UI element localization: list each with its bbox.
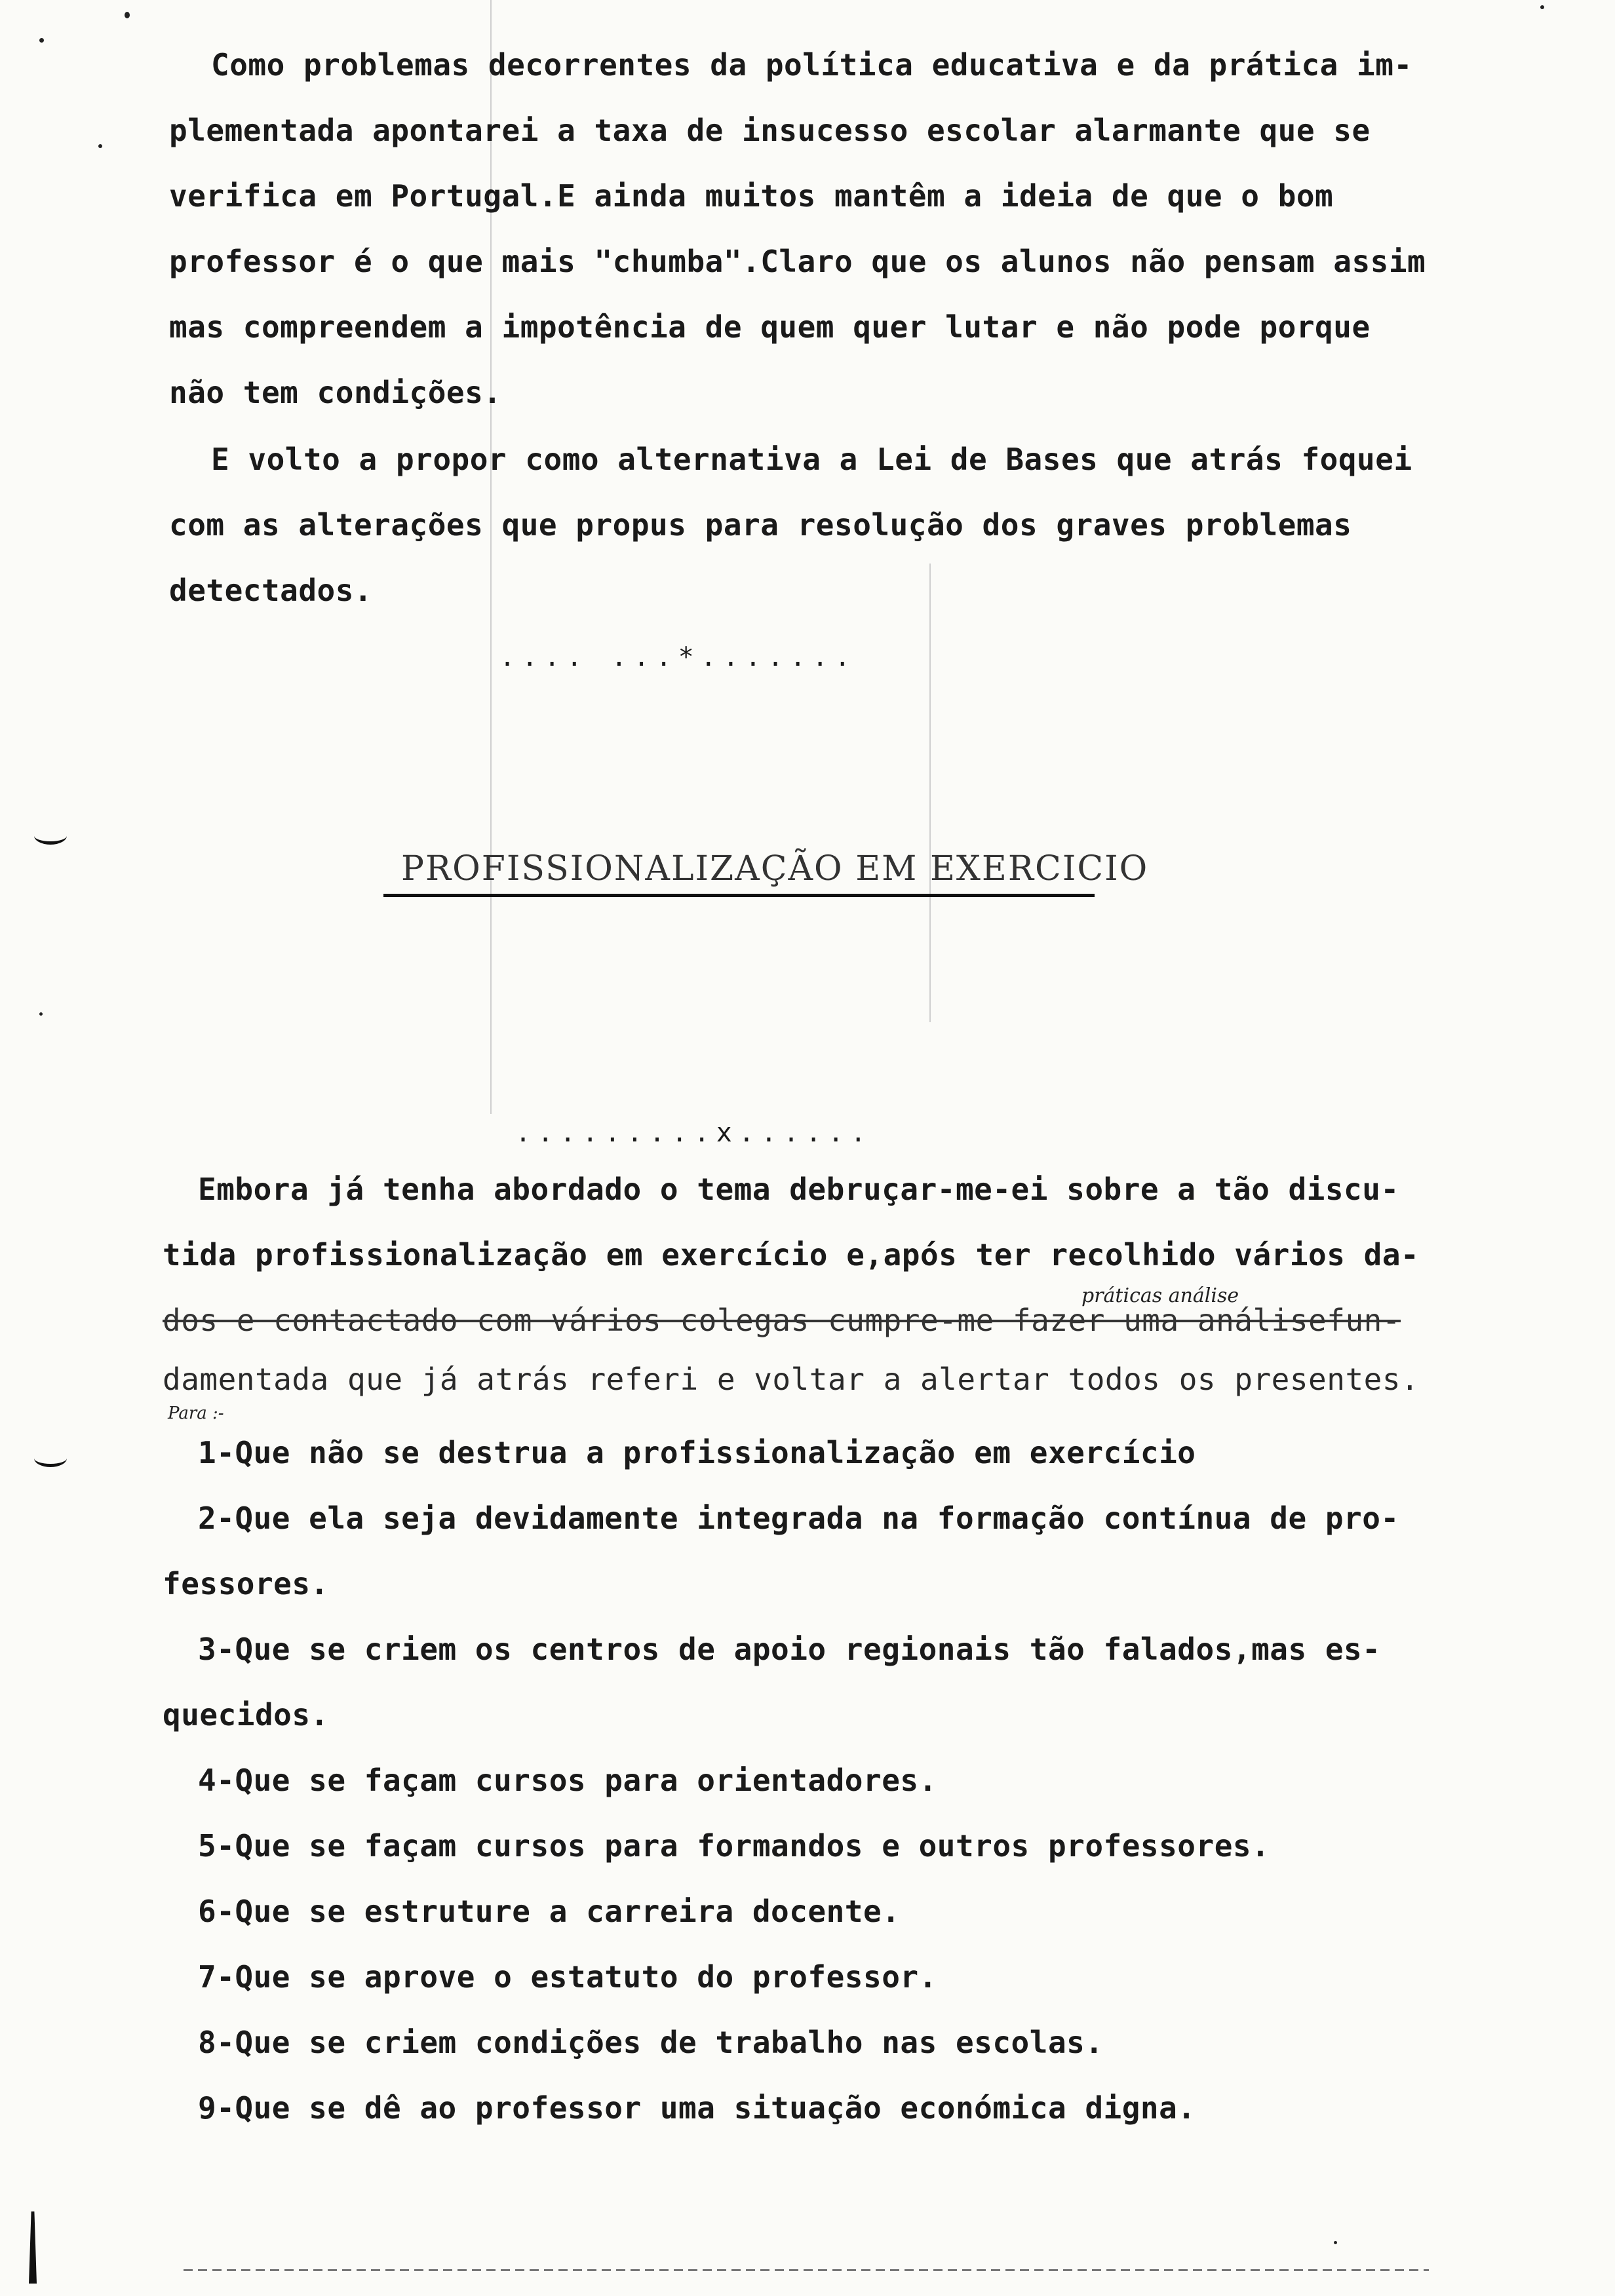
paragraph-3-line-4: damentada que já atrás referi e voltar a alertar todos os presentes. (163, 1362, 1420, 1397)
scan-fold-line (929, 564, 931, 1022)
section-separator: .........x...... (515, 1118, 873, 1148)
paragraph-2-line-1: E volto a propor como alternativa a Lei de Bases que atrás foquei (211, 442, 1412, 477)
scan-speck (1540, 5, 1544, 9)
paragraph-1-line-3: verifica em Portugal.E ainda muitos mantêm a ideia de que o bom (169, 178, 1334, 214)
heading-underline (383, 894, 1095, 897)
list-item-1: 1-Que não se destrua a profissionalização em exercício (198, 1435, 1196, 1470)
list-item-6: 6-Que se estruture a carreira docente. (198, 1894, 901, 1929)
scan-speck (125, 12, 130, 18)
paragraph-2-line-3: detectados. (169, 573, 373, 608)
section-separator: .... ...*....... (499, 642, 857, 672)
scan-speck (98, 144, 102, 148)
scan-edge-mark (29, 2211, 37, 2284)
scan-speck (39, 1012, 43, 1016)
list-item-3: 3-Que se criem os centros de apoio regionais tão falados,mas es- (198, 1632, 1381, 1667)
scan-bottom-edge (184, 2269, 1429, 2271)
left-margin-mark (34, 827, 67, 845)
paragraph-1-line-6: não tem condições. (169, 375, 502, 410)
section-heading: PROFISSIONALIZAÇÃO EM EXERCICIO (401, 849, 1149, 889)
handwritten-correction: práticas análise (1081, 1284, 1239, 1307)
left-margin-mark (34, 1449, 67, 1467)
scan-speck (1334, 2241, 1337, 2244)
paragraph-3-line-1: Embora já tenha abordado o tema debruçar-me-ei sobre a tão discu- (198, 1172, 1399, 1207)
list-item-3-cont: quecidos. (163, 1697, 329, 1732)
paragraph-3-line-2: tida profissionalização em exercício e,após ter recolhido vários da- (163, 1237, 1420, 1272)
paragraph-1-line-1: Como problemas decorrentes da política educativa e da prática im- (211, 47, 1412, 83)
paragraph-3-struck-line: dos e contactado com vários colegas cumpre-me fazer uma análisefun- (163, 1303, 1401, 1338)
scan-fold-line (490, 0, 492, 1114)
list-item-7: 7-Que se aprove o estatuto do professor. (198, 1959, 937, 1995)
list-item-2-cont: fessores. (163, 1566, 329, 1601)
paragraph-1-line-4: professor é o que mais "chumba".Claro que os alunos não pensam assim (169, 244, 1426, 279)
paragraph-2-line-2: com as alterações que propus para resolução dos graves problemas (169, 507, 1352, 543)
paragraph-1-line-2: plementada apontarei a taxa de insucesso escolar alarmante que se (169, 113, 1371, 148)
paragraph-1-line-5: mas compreendem a impotência de quem quer lutar e não pode porque (169, 309, 1371, 345)
scan-speck (39, 38, 44, 43)
list-item-2: 2-Que ela seja devidamente integrada na formação contínua de pro- (198, 1501, 1399, 1536)
list-item-8: 8-Que se criem condições de trabalho nas escolas. (198, 2025, 1104, 2060)
list-item-5: 5-Que se façam cursos para formandos e outros professores. (198, 1828, 1270, 1864)
list-item-4: 4-Que se façam cursos para orientadores. (198, 1763, 937, 1798)
handwritten-margin-note: Para :- (168, 1404, 224, 1423)
list-item-9: 9-Que se dê ao professor uma situação económica digna. (198, 2090, 1196, 2126)
